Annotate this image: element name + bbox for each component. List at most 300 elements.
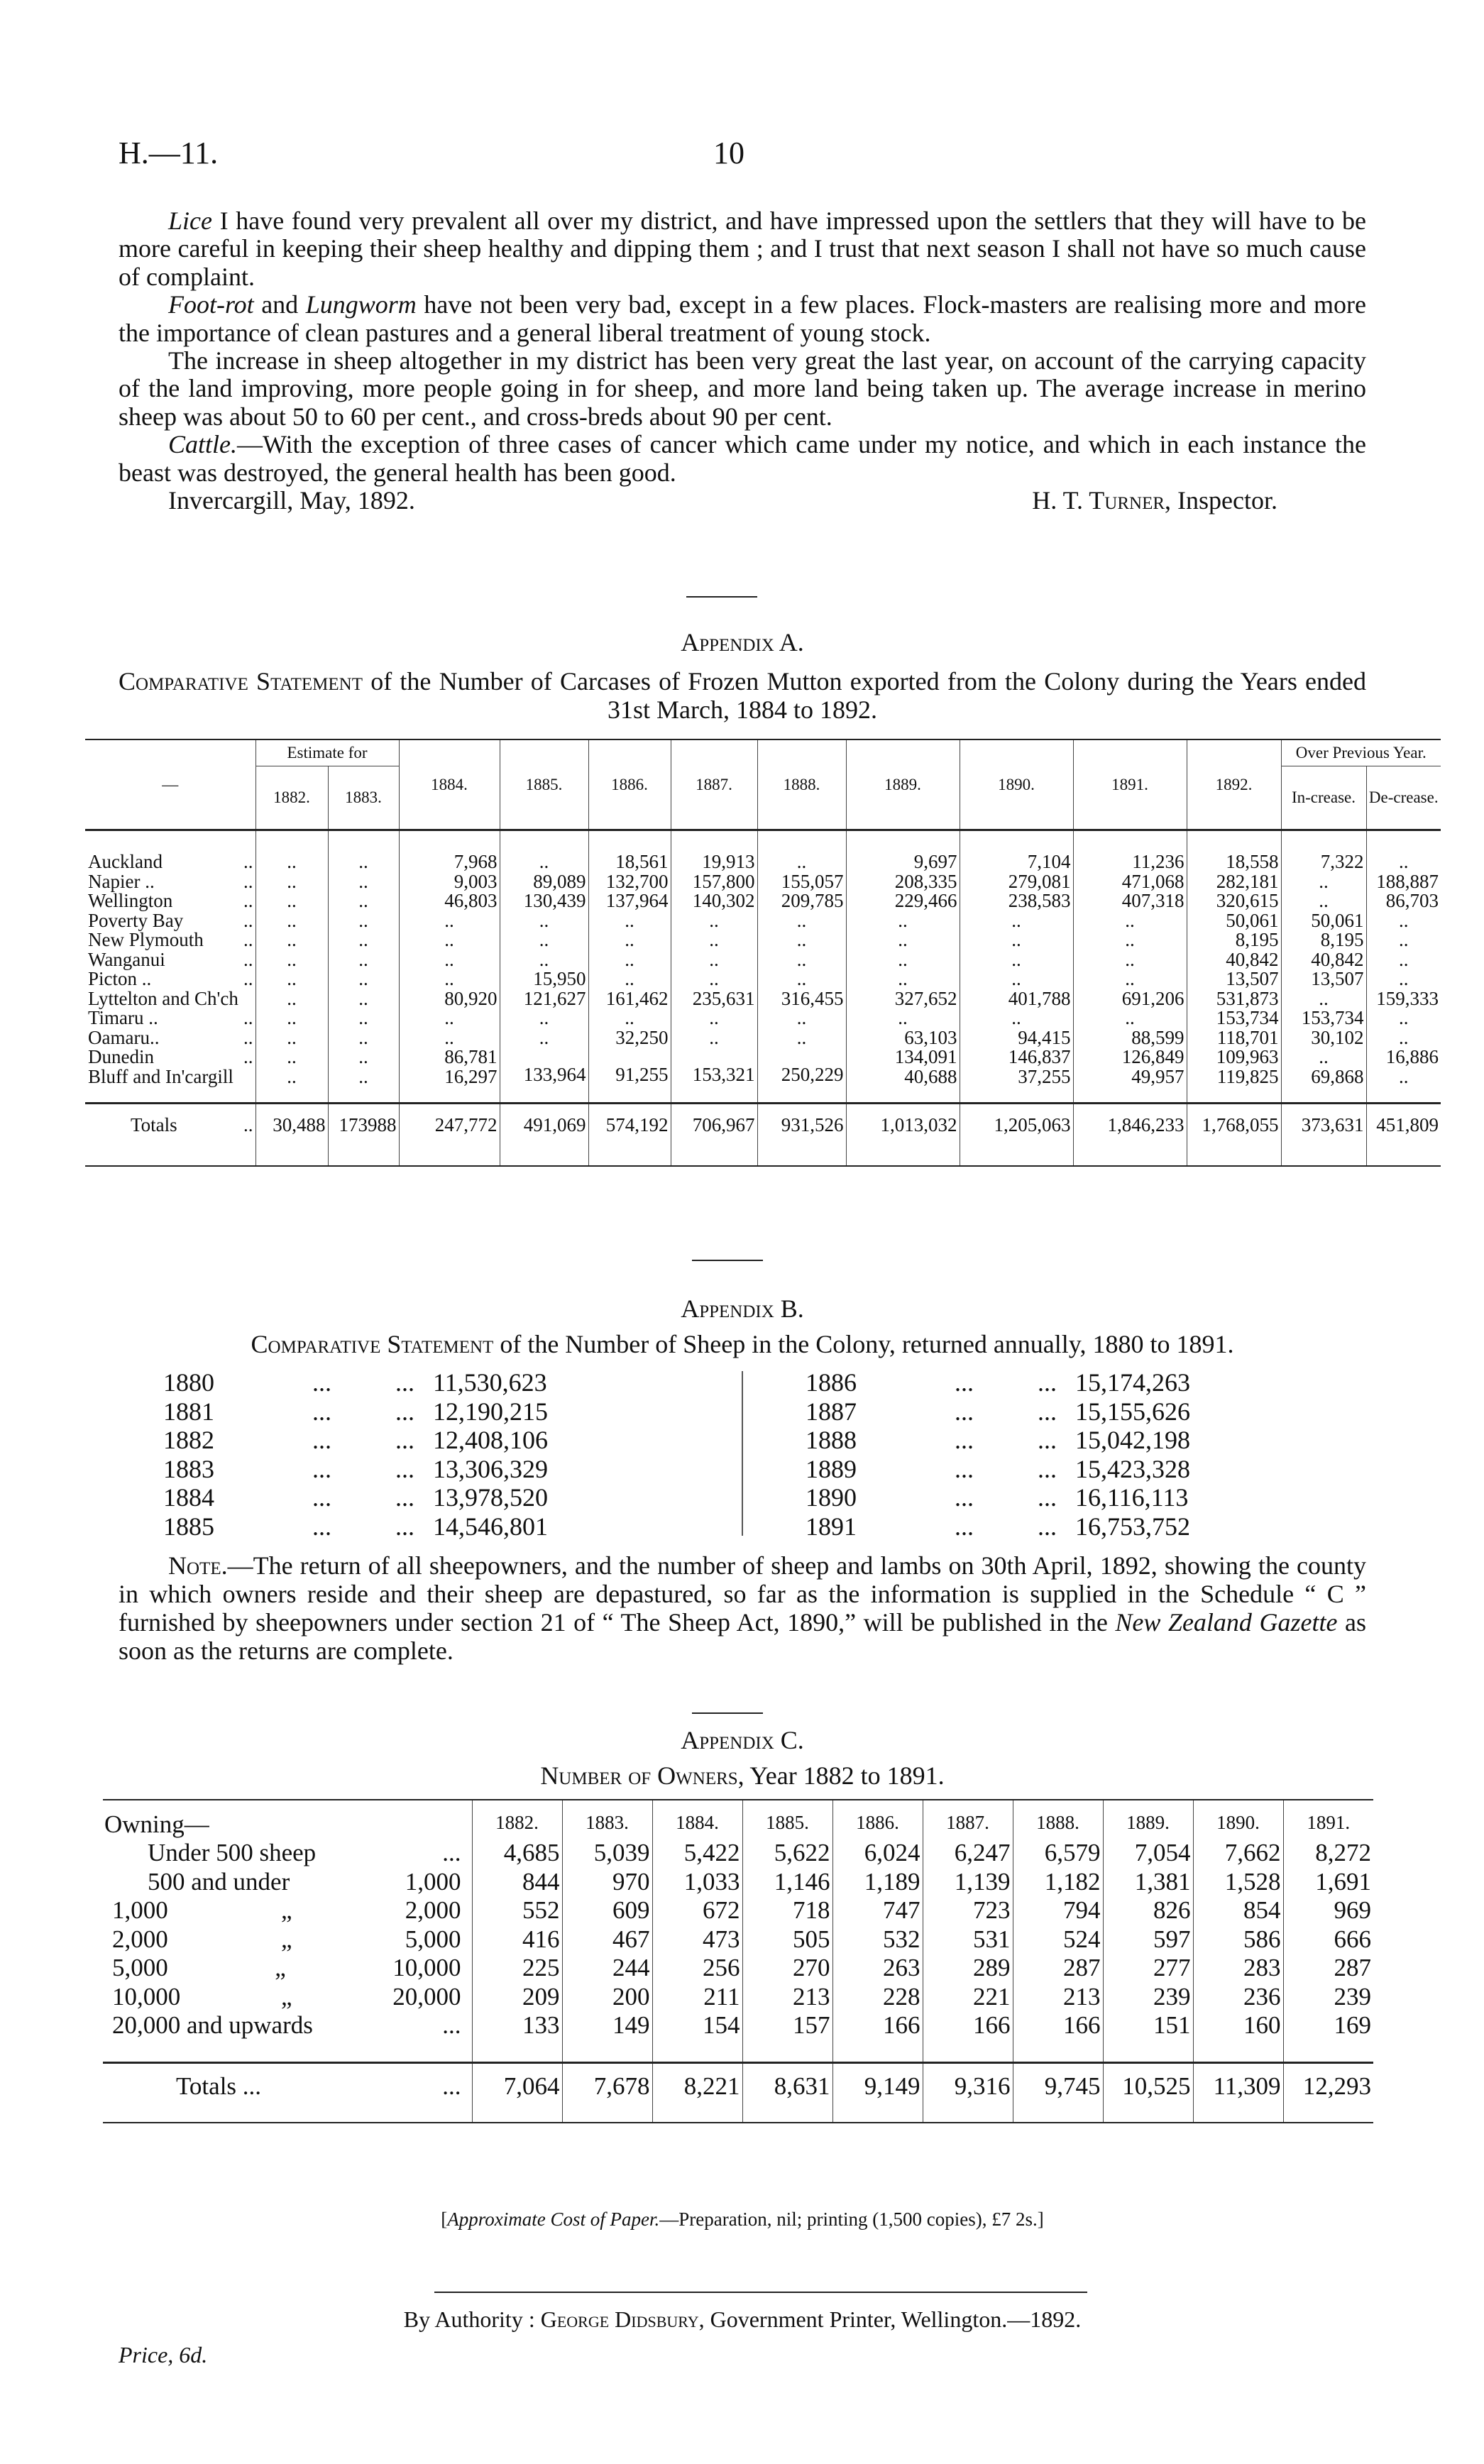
row-label [103,1868,472,1897]
year-header: 1883. [328,766,399,830]
label-wrap [88,852,253,872]
range-from: 5,000 [112,1954,168,1981]
port-name: Napier .. [88,870,155,892]
cost-label: Approximate Cost of Paper. [447,2209,660,2230]
table-cell: .. [1366,830,1441,872]
table-cell: .. [588,950,671,970]
table-cell: 16,886 [1366,1047,1441,1067]
table-cell: .. [588,930,671,950]
list-item [806,1483,1238,1512]
label-wrap [105,1925,470,1954]
total-cell: 1,846,233 [1073,1104,1187,1167]
table-cell: 151 [1103,2011,1193,2062]
table-cell: 8,221 [652,2062,742,2123]
table-row [103,1954,1373,1983]
table-cell: 126,849 [1073,1047,1187,1067]
label-wrap [88,911,253,931]
table-cell: 718 [742,1896,832,1925]
signatory [1032,487,1277,515]
table-cell: 19,913 [671,830,757,872]
total-cell: 247,772 [399,1104,500,1167]
table-cell: 4,685 [472,1839,562,1868]
table-cell: .. [846,969,960,989]
table-cell: 121,627 [500,989,588,1009]
year-header: 1884. [652,1800,742,1839]
range-from: 10,000 [112,1982,181,2011]
range-from: Totals ... [176,2072,262,2100]
row-label [85,1067,255,1104]
table-cell: 5,039 [562,1839,652,1868]
total-cell: 931,526 [757,1104,846,1167]
range-to: 2,000 [405,1896,461,1924]
list-item [806,1426,1238,1455]
table-cell: .. [846,911,960,931]
table-cell: .. [757,969,846,989]
table-cell: 211 [652,1983,742,2012]
table-cell: .. [1281,891,1366,911]
row-label [103,2011,472,2062]
over-previous-year-header: Over Previous Year. [1281,739,1441,766]
table-cell: .. [328,1028,399,1048]
table-cell: 473 [652,1925,742,1954]
table-cell: 970 [562,1868,652,1897]
year-header: 1886. [832,1800,923,1839]
table-cell: .. [399,1028,500,1048]
row-label [103,2062,472,2123]
footrot-term: Foot-rot [168,290,254,319]
label-column-header: — [85,739,255,830]
table-cell: 133,964 [500,1047,588,1104]
table-cell: 1,189 [832,1868,923,1897]
range-from: 2,000 [112,1925,168,1953]
range-to: ... [442,1839,461,1866]
year-header: 1886. [588,739,671,830]
table-cell: 531 [923,1925,1013,1954]
table-cell: .. [1366,1008,1441,1028]
table-cell: 153,734 [1281,1008,1366,1028]
table-cell: 118,701 [1187,1028,1281,1048]
port-name: Oamaru.. [88,1026,160,1048]
label-wrap [88,891,253,911]
table-row [85,872,1441,892]
year-header: 1884. [399,739,500,830]
list-item [163,1397,596,1426]
year-header: 1888. [757,739,846,830]
leader-dots: ... ... [955,1454,1057,1483]
table-cell: 209 [472,1983,562,2012]
port-name: Bluff and In'cargill [88,1065,233,1087]
year-header: 1892. [1187,739,1281,830]
table-cell: 250,229 [757,1047,846,1104]
table-cell: 747 [832,1896,923,1925]
port-name: Timaru .. [88,1007,158,1028]
table-cell: 289 [923,1954,1013,1983]
authority-text: , Government Printer, Wellington.—1892. [698,2306,1082,2332]
range-to: ... [442,2072,461,2100]
row-label [85,950,255,970]
table-cell: 18,561 [588,830,671,872]
table-cell: 50,061 [1187,911,1281,931]
table-cell: 188,887 [1366,872,1441,892]
year: 1884 [163,1483,214,1512]
table-cell: 236 [1193,1983,1283,2012]
table-cell: .. [671,930,757,950]
range-to: 1,000 [405,1867,461,1896]
year-header: 1882. [255,766,328,830]
total-cell: 574,192 [588,1104,671,1167]
table-cell: .. [255,891,328,911]
title-text: of the Number of Sheep in the Colony, returned annually, 1880 to 1891. [493,1330,1234,1358]
paragraph-text: I have found very prevalent all over my district, and have impressed upon the settlers that they will have to be more careful in keeping their sheep healthy and dipping them ; and I trust that next season I shall not have so much cause of complaint. [119,207,1366,291]
appendix-a-title [119,667,1366,724]
table-cell: .. [960,950,1073,970]
table-body [103,1839,1373,2123]
table-cell: 597 [1103,1925,1193,1954]
table-cell: 7,104 [960,830,1073,872]
table-cell: .. [500,911,588,931]
table-cell: 94,415 [960,1028,1073,1048]
year-header: 1885. [742,1800,832,1839]
table-cell: 155,057 [757,872,846,892]
table-cell: 225 [472,1954,562,1983]
leader-dots: .. [243,890,253,911]
table-cell: 134,091 [846,1047,960,1067]
leader-dots: .. [243,1007,253,1028]
table-cell: 505 [742,1925,832,1954]
table-cell: 1,691 [1283,1868,1373,1897]
table-cell: 854 [1193,1896,1283,1925]
column-divider [742,1371,743,1536]
appendix-a-heading: Appendix A. [681,628,804,656]
table-cell: .. [255,830,328,872]
table-cell: .. [1073,930,1187,950]
sheep-list-right [806,1368,1238,1541]
table-cell: 40,688 [846,1067,960,1104]
table-cell: .. [255,1067,328,1104]
table-cell: 169 [1283,2011,1373,2062]
divider [434,2292,1087,2293]
table-cell: 69,868 [1281,1067,1366,1104]
ditto-mark: „ [280,1982,292,2011]
port-name: Auckland [88,851,163,872]
sheep-count: 14,546,801 [433,1512,548,1541]
table-cell: 13,507 [1281,969,1366,989]
total-cell: 1,013,032 [846,1104,960,1167]
list-item [806,1368,1238,1397]
table-cell: 279,081 [960,872,1073,892]
row-label [85,830,255,872]
leader-dots: ... ... [955,1368,1057,1397]
row-label [85,1104,255,1167]
label-wrap [88,1113,253,1137]
place-date: Invercargill, May, 1892. [168,486,415,515]
ditto-mark: „ [280,1925,292,1953]
label-wrap [88,969,253,989]
table-cell: .. [399,930,500,950]
table-cell: 8,631 [742,2062,832,2123]
year-header: 1883. [562,1800,652,1839]
table-cell: 5,622 [742,1839,832,1868]
table-cell: .. [255,1008,328,1028]
totals-row [85,1104,1441,1167]
label-wrap [88,989,253,1009]
table-cell: .. [757,911,846,931]
appendix-c-title [119,1761,1366,1790]
ditto-mark: „ [280,1896,292,1924]
table-cell: 8,195 [1281,930,1366,950]
title-text: , Year 1882 to 1891. [737,1761,945,1790]
table-cell: 1,139 [923,1868,1013,1897]
year: 1890 [806,1483,857,1512]
year: 1889 [806,1454,857,1483]
table-cell: 37,255 [960,1067,1073,1104]
note-paragraph [119,1551,1366,1665]
year: 1886 [806,1368,857,1397]
row-label [85,1047,255,1067]
table-cell: .. [960,930,1073,950]
leader-dots: ... ... [955,1483,1057,1512]
range-to: 20,000 [392,1982,461,2011]
estimate-header: Estimate for [255,739,399,766]
table-cell: 119,825 [1187,1067,1281,1104]
label-wrap [88,1067,253,1087]
leader-dots: .. [243,909,253,931]
table-cell: 524 [1013,1925,1103,1954]
owning-label: Owning— [104,1810,209,1838]
table-cell: 1,146 [742,1868,832,1897]
row-label [103,1839,472,1868]
label-wrap [105,2072,470,2101]
gazette-title: New Zealand Gazette [1115,1608,1338,1637]
lungworm-term: Lungworm [305,290,417,319]
port-name: Dunedin [88,1046,154,1067]
table-cell: .. [671,969,757,989]
year: 1882 [163,1426,214,1454]
leader-dots: ... ... [955,1426,1057,1454]
year: 1891 [806,1512,857,1541]
total-cell: 491,069 [500,1104,588,1167]
paragraph-increase: The increase in sheep altogether in my district has been very great the last year, on account of the carrying capacity of the land improving, more people going in for sheep, and more land being taken up. The average increase in merino sheep was about 50 to 60 per cent., and cross-breds about 90 per cent. [119,346,1366,431]
year-header: 1890. [960,739,1073,830]
authority-line [119,2306,1366,2333]
year-header: 1890. [1193,1800,1283,1839]
table-cell: 208,335 [846,872,960,892]
list-item [806,1512,1238,1541]
totals-label: Totals [131,1114,177,1135]
document-code: H.—11. [119,136,219,170]
table-cell: .. [328,911,399,931]
sheep-count: 15,155,626 [1075,1397,1190,1426]
table-cell: 1,381 [1103,1868,1193,1897]
note-text: as soon as the returns are complete. [119,1608,1366,1665]
table-cell: .. [399,969,500,989]
paragraph-text: have not been very bad, except in a few places. Flock-masters are realising more and more the importance of clean pastures and a general liberal treatment of young stock. [119,290,1366,347]
table-cell: .. [255,969,328,989]
table-cell: .. [255,1047,328,1067]
leader-dots: .. [243,1046,253,1067]
table-cell: 826 [1103,1896,1193,1925]
authority-prefix: By Authority : [403,2306,541,2332]
table-cell: .. [1366,911,1441,931]
table-cell: 316,455 [757,989,846,1009]
table-cell: 7,662 [1193,1839,1283,1868]
table-cell: .. [1281,1047,1366,1067]
inspector-report [119,207,1366,515]
inspector-name: H. T. Turner [1032,486,1165,515]
total-cell: 1,768,055 [1187,1104,1281,1167]
frozen-mutton-table [85,739,1441,1167]
table-cell: .. [1073,1008,1187,1028]
year-header: 1887. [923,1800,1013,1839]
owners-table [103,1799,1373,2123]
table-cell: .. [255,1028,328,1048]
sheep-count: 12,190,215 [433,1397,548,1426]
table-cell: .. [1366,930,1441,950]
table-cell: .. [1366,1028,1441,1048]
table-cell: .. [1073,911,1187,931]
table-cell: 283 [1193,1954,1283,1983]
year: 1880 [163,1368,214,1397]
leader-dots: ... ... [312,1512,414,1541]
table-cell: 238,583 [960,891,1073,911]
label-wrap [88,1028,253,1048]
note-label: Note. [168,1551,228,1580]
table-cell: .. [671,911,757,931]
table-cell: 159,333 [1366,989,1441,1009]
table-cell: 140,302 [671,891,757,911]
port-name: Picton .. [88,968,152,989]
table-cell: 691,206 [1073,989,1187,1009]
table-cell: 157 [742,2011,832,2062]
table-cell: 552 [472,1896,562,1925]
range-from: 1,000 [112,1896,168,1924]
table-cell: 5,422 [652,1839,742,1868]
row-label [85,891,255,911]
range-from: 500 and under [148,1867,290,1896]
table-cell: 9,149 [832,2062,923,2123]
table-cell: 80,920 [399,989,500,1009]
table-cell: .. [328,1047,399,1067]
table-cell: .. [757,950,846,970]
table-cell: .. [255,911,328,931]
leader-dots: ... ... [312,1483,414,1512]
label-wrap [105,1896,470,1925]
table-cell: .. [399,911,500,931]
year-header: 1889. [1103,1800,1193,1839]
sheep-count: 15,042,198 [1075,1426,1190,1454]
paragraph-lice [119,207,1366,291]
leader-dots: .. [243,929,253,950]
paragraph-footrot [119,291,1366,347]
sheep-count: 11,530,623 [433,1368,547,1397]
year: 1887 [806,1397,857,1426]
table-row [103,1896,1373,1925]
year-header: 1887. [671,739,757,830]
table-cell: 157,800 [671,872,757,892]
title-text: of the Number of Carcases of Frozen Mutton exported from the Colony during the Years ended 31st March, 1884 to 1892. [363,667,1367,724]
table-cell: .. [1281,872,1366,892]
cattle-term: Cattle. [168,430,237,459]
table-cell: 213 [1013,1983,1103,2012]
label-wrap [105,1954,470,1983]
table-row [85,911,1441,931]
year-header: 1882. [472,1800,562,1839]
table-cell: .. [328,1008,399,1028]
table-cell: 7,322 [1281,830,1366,872]
label-wrap [88,950,253,970]
leader-dots: .. [243,1114,253,1135]
table-cell: 228 [832,1983,923,2012]
row-label [103,1896,472,1925]
sheep-count: 16,753,752 [1075,1512,1190,1541]
table-cell: 666 [1283,1925,1373,1954]
table-cell: 32,250 [588,1028,671,1048]
table-cell: .. [671,1008,757,1028]
table-cell: .. [757,1028,846,1048]
port-name: Wellington [88,890,173,911]
table-cell: .. [671,1028,757,1048]
total-cell: 373,631 [1281,1104,1366,1167]
table-cell: .. [757,830,846,872]
table-cell: 50,061 [1281,911,1366,931]
table-cell: 7,064 [472,2062,562,2123]
table-cell: 6,024 [832,1839,923,1868]
table-cell: 16,297 [399,1067,500,1104]
table-cell: .. [960,1008,1073,1028]
label-wrap [105,2011,470,2040]
table-cell: 1,528 [1193,1868,1283,1897]
table-cell: 7,054 [1103,1839,1193,1868]
list-item [163,1483,596,1512]
row-label [85,969,255,989]
lice-term: Lice [168,207,212,235]
increase-header: In-crease. [1281,766,1366,830]
total-cell: 173988 [328,1104,399,1167]
table-cell: 160 [1193,2011,1283,2062]
signature-line [119,487,1366,515]
range-from: Under 500 sheep [148,1839,317,1866]
table-row [85,969,1441,989]
table-cell: 407,318 [1073,891,1187,911]
table-cell: 130,439 [500,891,588,911]
row-label [85,911,255,931]
year: 1885 [163,1512,214,1541]
paragraph-cattle [119,431,1366,487]
table-row [85,891,1441,911]
price: Price, 6d. [119,2342,208,2367]
table-row [85,1047,1441,1067]
year: 1888 [806,1426,857,1454]
table-cell: 166 [1013,2011,1103,2062]
cost-text: —Preparation, nil; printing (1,500 copies), £7 2s. [659,2209,1038,2230]
table-cell: 532 [832,1925,923,1954]
title-smallcaps: Comparative Statement [251,1330,494,1358]
list-item [806,1455,1238,1484]
table-cell: .. [1073,969,1187,989]
table-cell: 270 [742,1954,832,1983]
divider [686,596,757,598]
list-item [163,1426,596,1455]
row-label [85,930,255,950]
table-cell: 89,089 [500,872,588,892]
total-cell: 30,488 [255,1104,328,1167]
table-cell: 146,837 [960,1047,1073,1067]
leader-dots: ... ... [312,1454,414,1483]
table-cell: 132,700 [588,872,671,892]
sheep-count: 15,174,263 [1075,1368,1190,1397]
table-cell: 13,507 [1187,969,1281,989]
table-cell: 239 [1103,1983,1193,2012]
